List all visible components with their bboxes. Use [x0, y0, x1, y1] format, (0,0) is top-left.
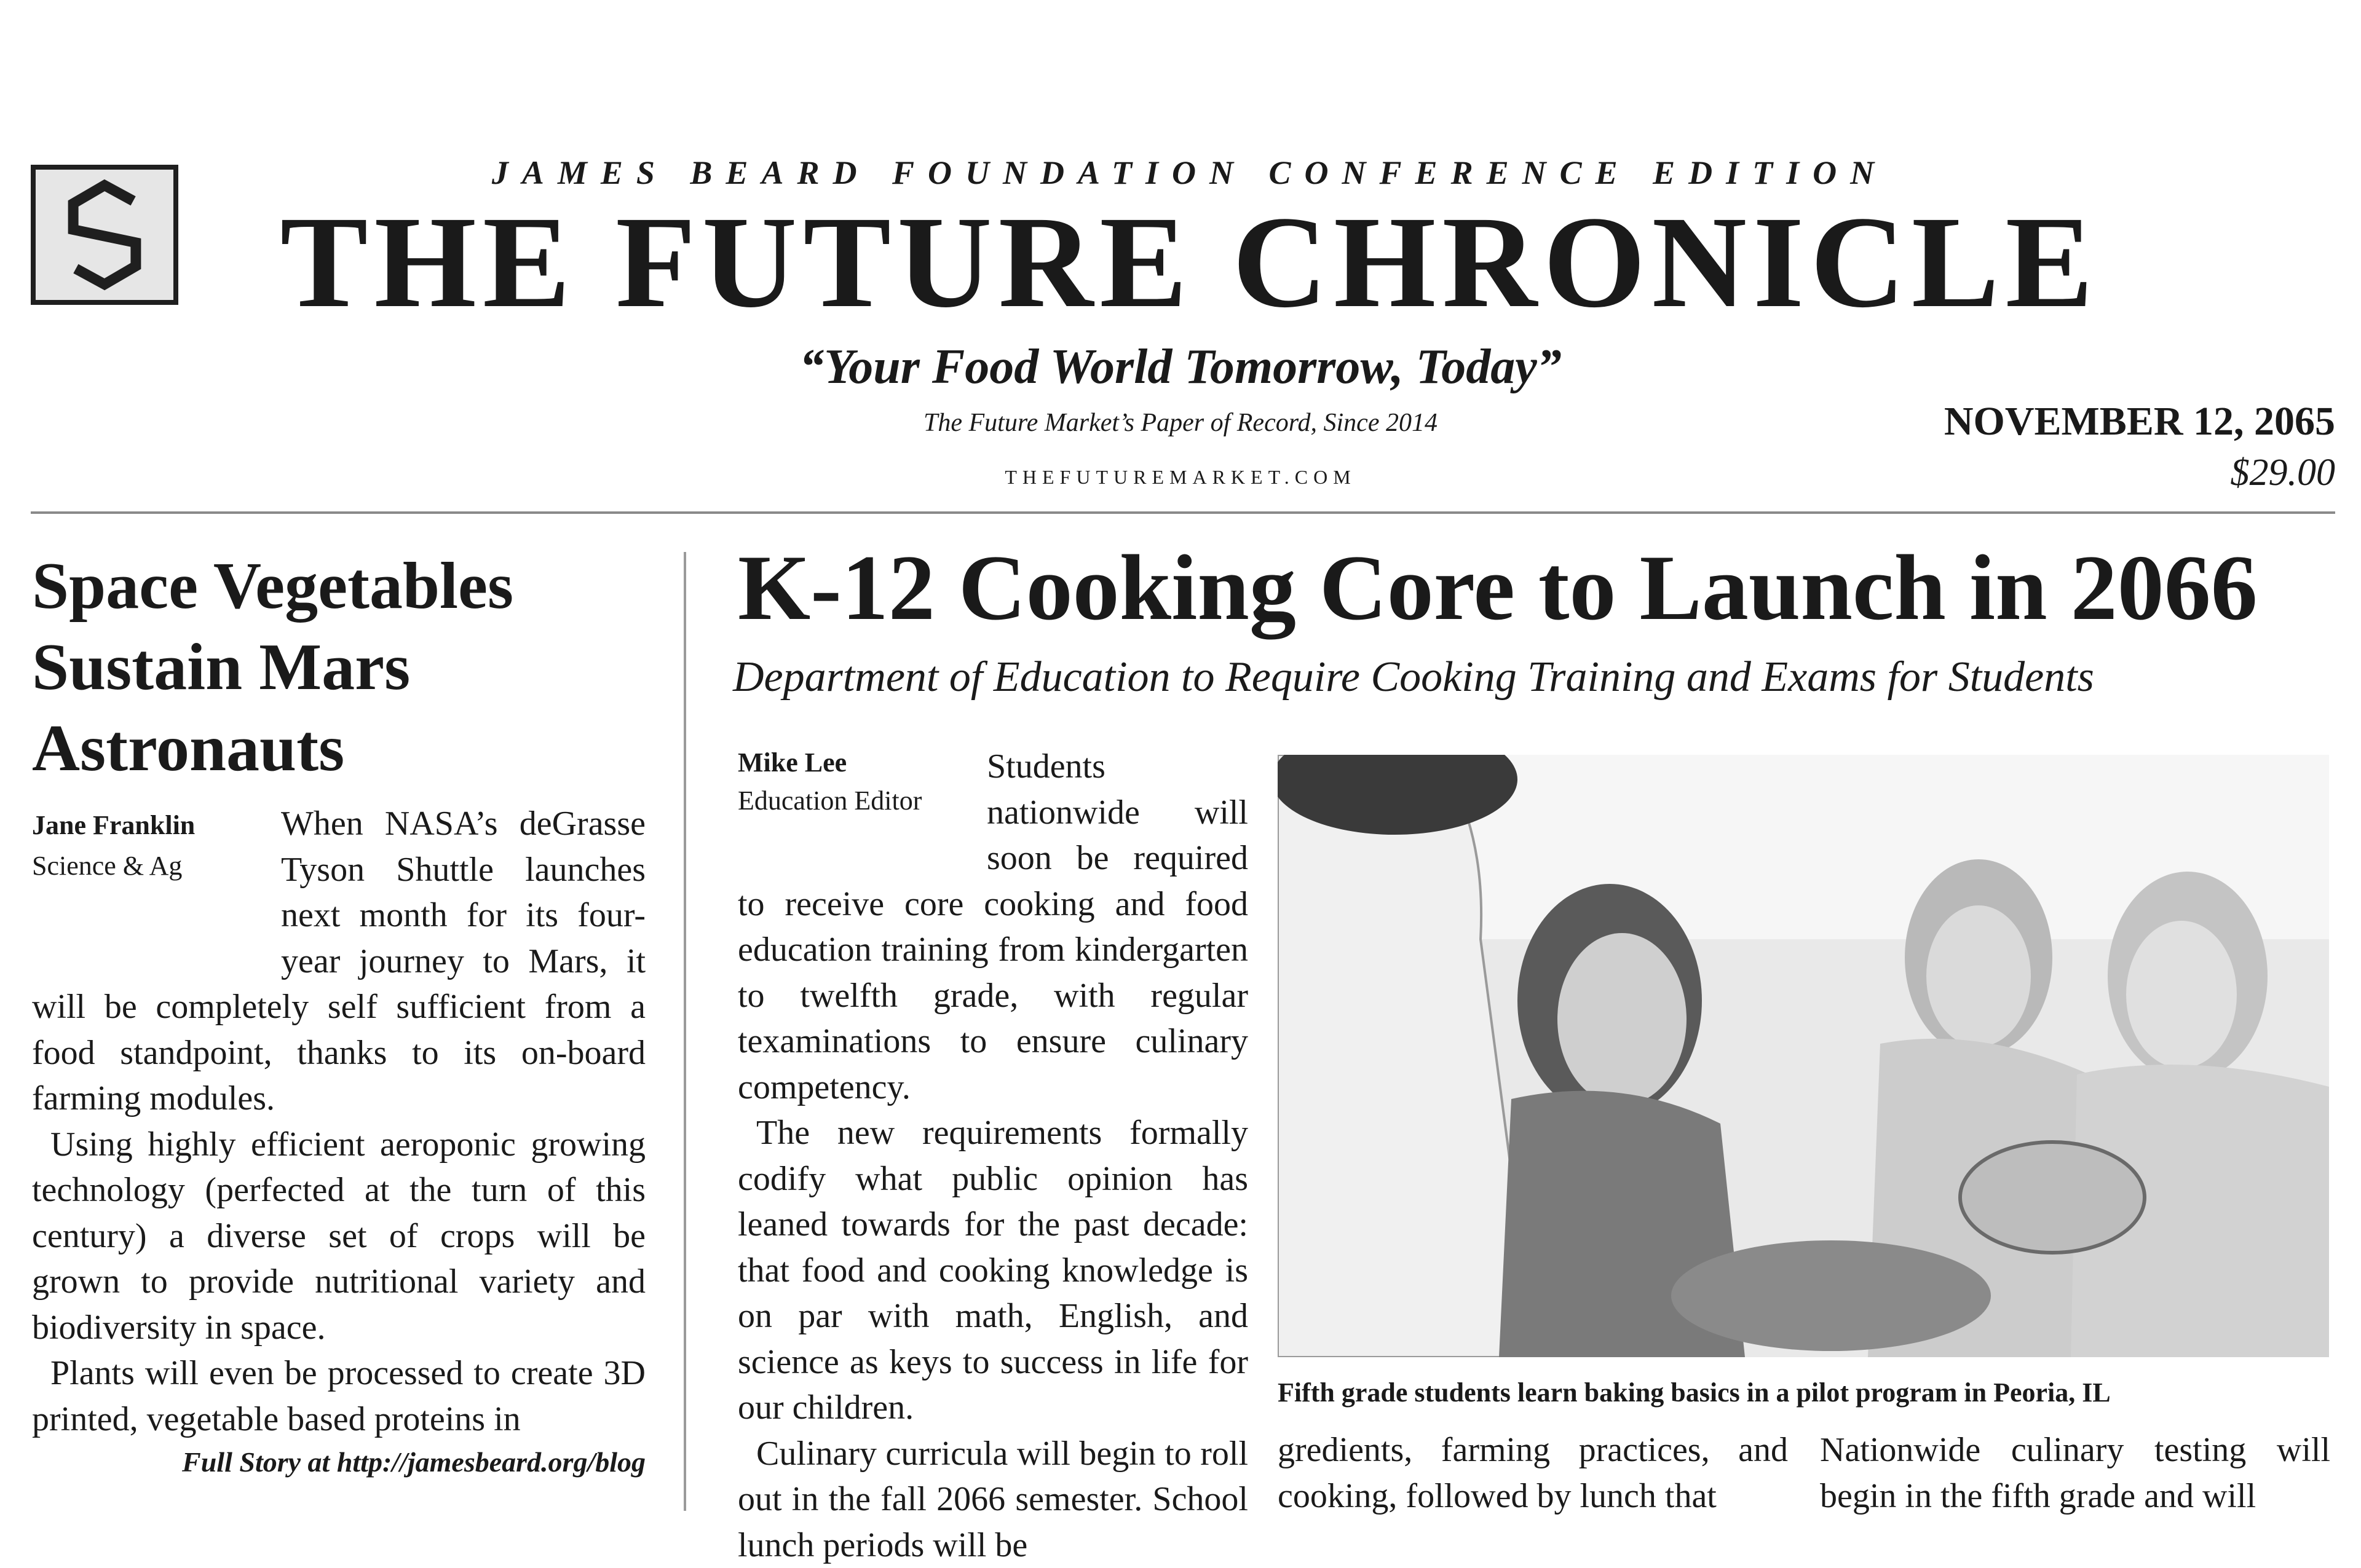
edition-line: JAMES BEARD FOUNDATION CONFERENCE EDITION: [0, 154, 2361, 192]
main-story-section: Education Editor: [738, 782, 984, 820]
left-story-section: Science & Ag: [32, 846, 278, 886]
left-story-headline: Space Vegetables Sustain Mars Astronauts: [32, 546, 671, 789]
left-story-paragraph: When NASA’s deGrasse Tyson Shuttle launches next month for its four-year journey to Mars, it will be completely self sufficient from a food standpoint, thanks to its on-board farming modules.: [32, 801, 646, 1122]
photo-caption: Fifth grade students learn baking basics in a pilot program in Peoria, IL: [1278, 1377, 2335, 1408]
paper-of-record-line: The Future Market’s Paper of Record, Since 2014: [0, 408, 2361, 438]
website-link[interactable]: THEFUTUREMARKET.COM: [0, 466, 2361, 489]
story-photo: [1278, 755, 2329, 1357]
byline-space: [738, 744, 987, 836]
main-story-body: [738, 744, 1248, 1568]
masthead-divider: [31, 511, 2335, 514]
main-story-subhead: Department of Education to Require Cooking Training and Exams for Students: [733, 653, 2344, 702]
left-story-body: [32, 801, 646, 1442]
column-divider: [684, 552, 686, 1511]
full-story-link[interactable]: Full Story at http://jamesbeard.org/blog: [182, 1446, 646, 1478]
students-baking-photo: [1278, 755, 2329, 1357]
main-story-paragraph: Culinary curricula will begin to roll out in the fall 2066 semester. School lunch periods will be: [738, 1431, 1248, 1568]
issue-date: NOVEMBER 12, 2065: [1944, 398, 2335, 445]
left-story-author: Jane Franklin: [32, 805, 278, 846]
byline-space: [32, 801, 281, 939]
main-story-paragraph: The new requirements formally codify what public opinion has leaned towards for the past decade: that food and cooking knowledge is on par with math, English, and science as keys to success in life for our children.: [738, 1110, 1248, 1431]
issue-price: $29.00: [2231, 451, 2336, 495]
main-story-column-4: Nationwide culinary testing will begin in the fifth grade and will: [1820, 1427, 2330, 1519]
main-story-author: Mike Lee: [738, 744, 984, 782]
main-story-paragraph: Students nationwide will soon be required to receive core cooking and food education training from kindergarten to twelfth grade, with regular texaminations to ensure culinary competency.: [738, 744, 1248, 1110]
left-story-paragraph: Using highly efficient aeroponic growing technology (perfected at the turn of this century) a diverse set of crops will be grown to provide nutritional variety and biodiversity in space.: [32, 1122, 646, 1351]
main-story-headline: K-12 Cooking Core to Launch in 2066: [738, 538, 2336, 637]
left-story-paragraph: Plants will even be processed to create 3D printed, vegetable based proteins in: [32, 1350, 646, 1442]
main-story-column-3: gredients, farming practices, and cooking, followed by lunch that: [1278, 1427, 1788, 1519]
slogan: “Your Food World Tomorrow, Today”: [0, 339, 2361, 395]
newspaper-title: THE FUTURE CHRONICLE: [0, 197, 2361, 328]
